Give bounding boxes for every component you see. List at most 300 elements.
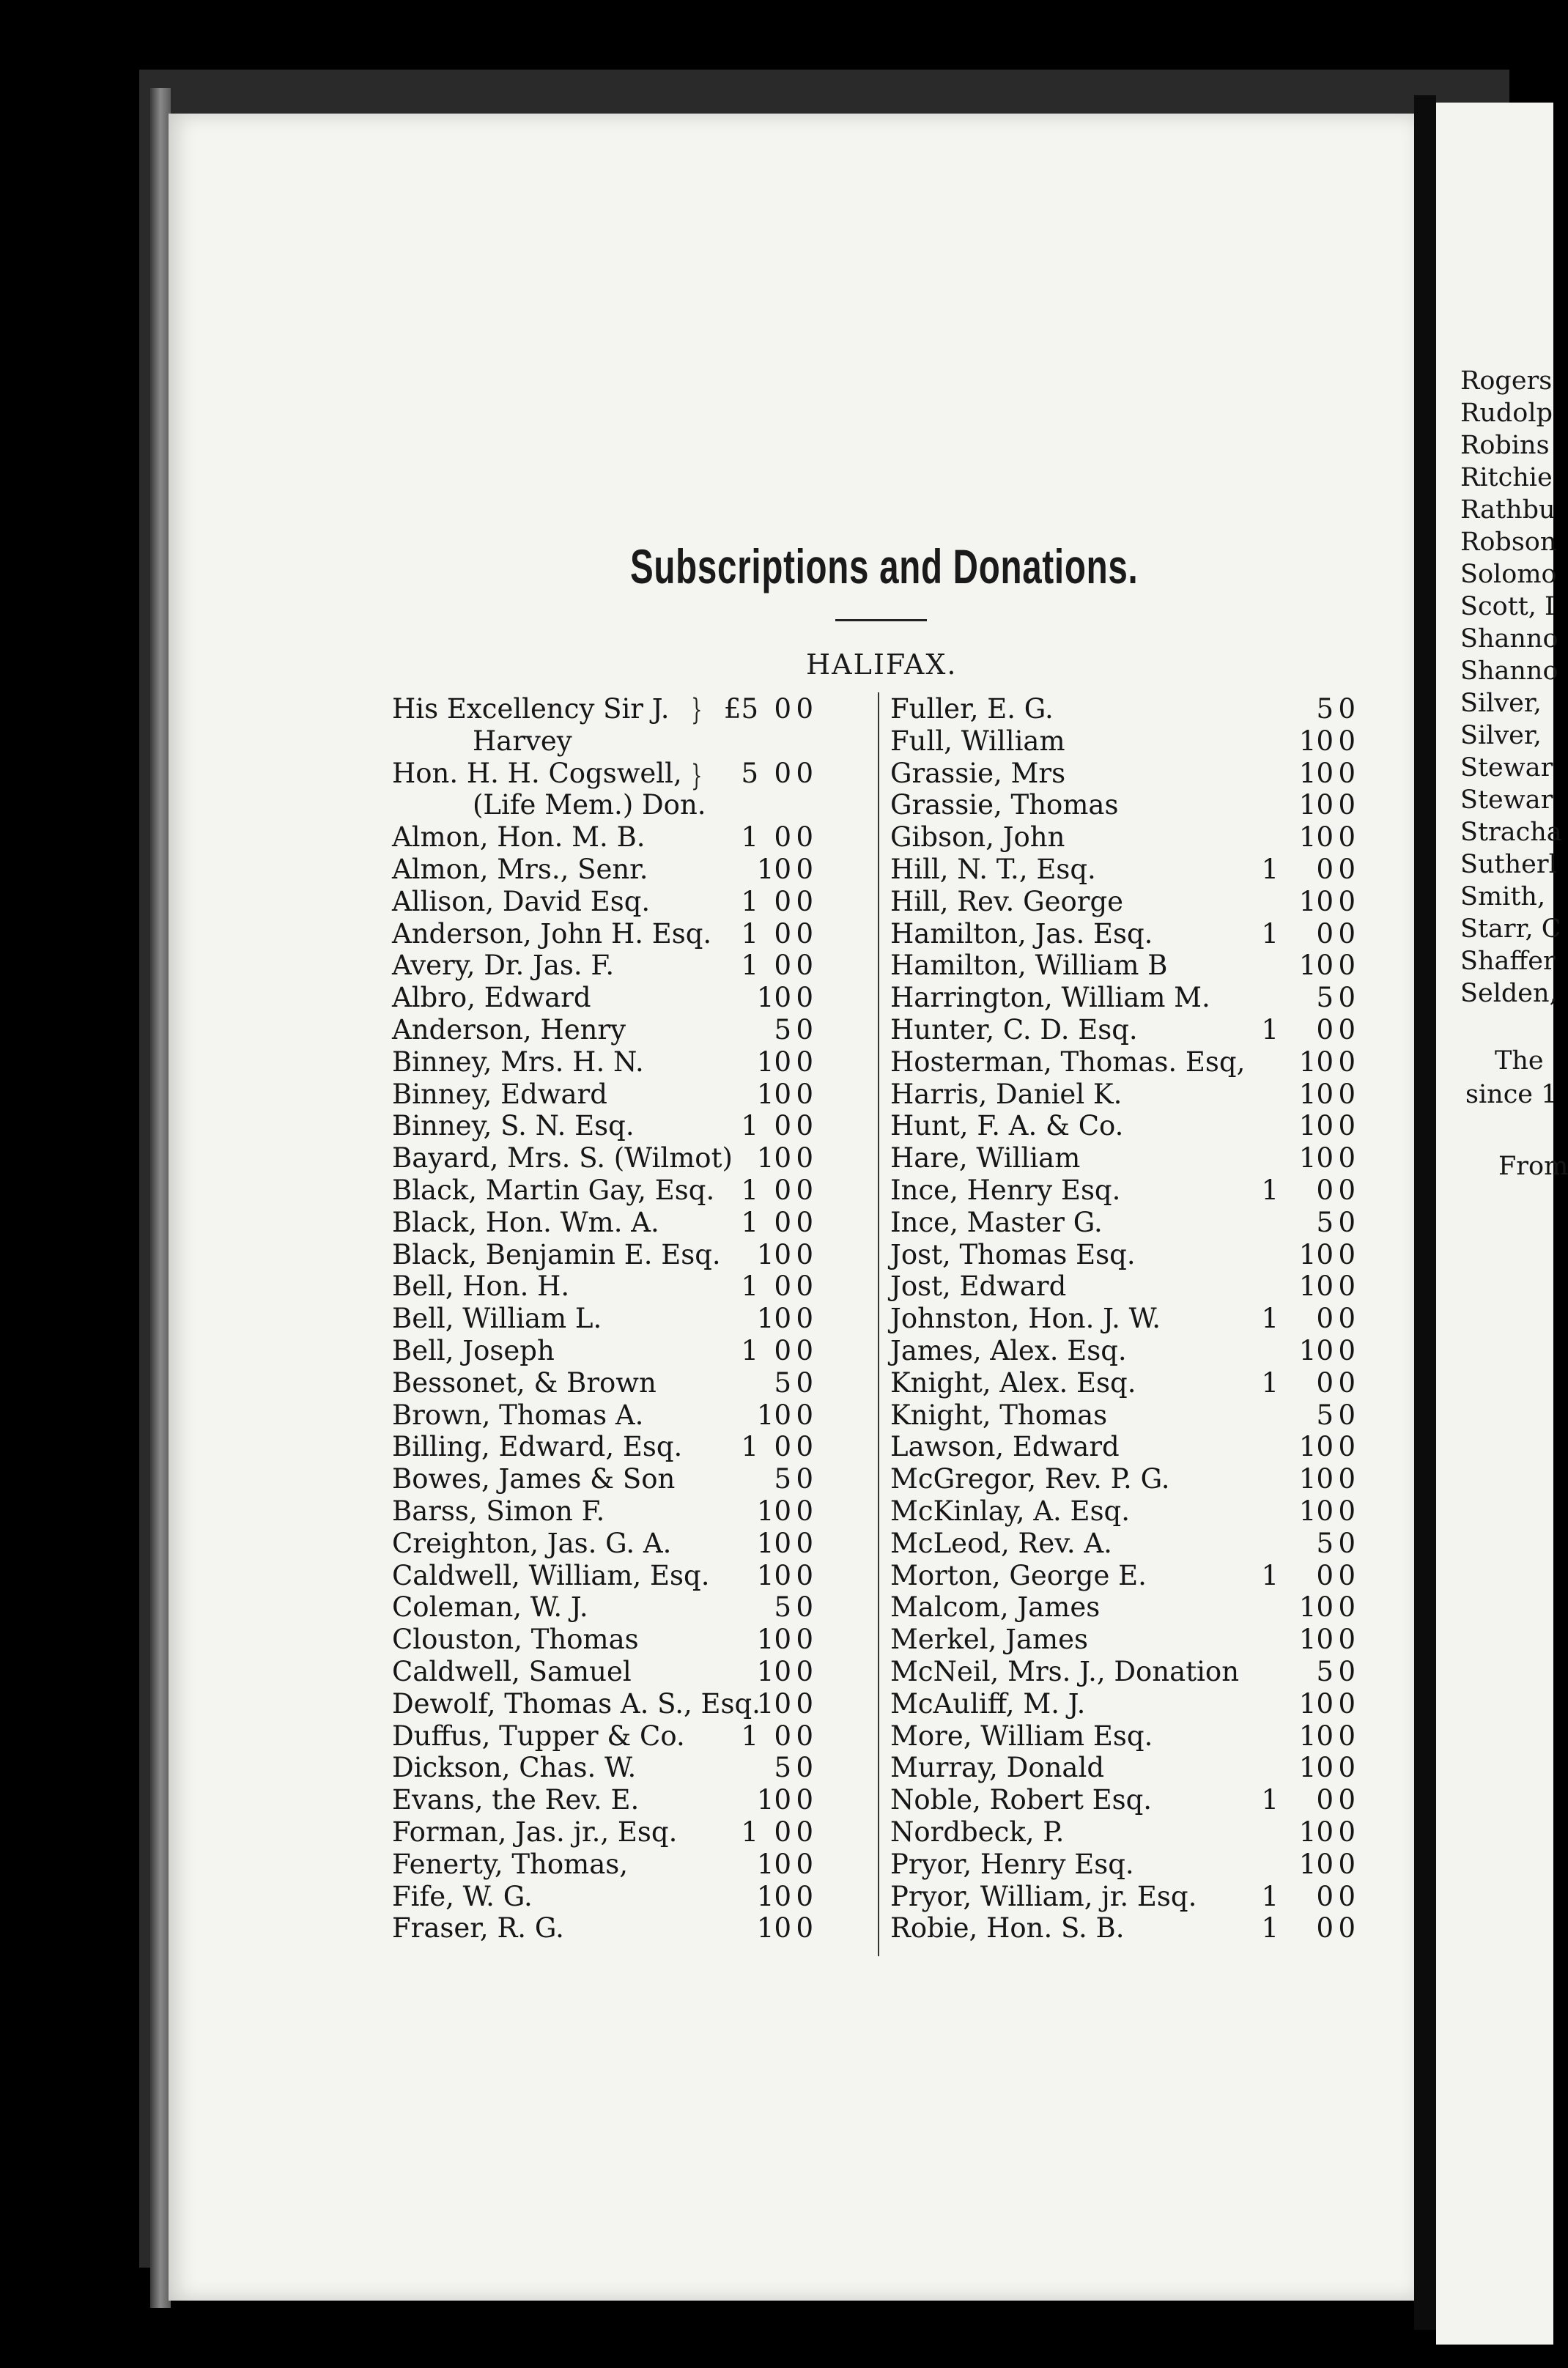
- amount-shillings: 0: [774, 1270, 791, 1303]
- subscriber-name: Hosterman, Thomas. Esq,: [890, 1046, 1246, 1078]
- amount-shillings: 0: [774, 693, 791, 725]
- subscriber-name: Pryor, William, jr. Esq.: [890, 1880, 1197, 1912]
- amount-pence: 0: [796, 885, 813, 917]
- amount-pence: 0: [1338, 1303, 1356, 1335]
- subscriber-name: Hamilton, Jas. Esq.: [890, 917, 1153, 950]
- amount-shillings: 10: [1298, 1142, 1334, 1174]
- next-page-fragment: Shanno: [1460, 656, 1558, 686]
- amount-pence: 0: [1338, 693, 1356, 725]
- amount-pence: 0: [1338, 917, 1356, 950]
- next-page-fragment: Robins: [1460, 431, 1550, 460]
- amount-shillings: 5: [774, 1752, 791, 1784]
- amount-shillings: 0: [1316, 1784, 1334, 1816]
- amount-shillings: 0: [1316, 1014, 1334, 1046]
- title-rule: [835, 619, 927, 621]
- amount-pence: 0: [796, 1912, 813, 1945]
- amount-pence: 0: [796, 1495, 813, 1527]
- subscriber-row: [890, 1881, 1374, 1913]
- subscriber-row: [890, 1431, 1374, 1463]
- subscriber-name: More, William Esq.: [890, 1720, 1153, 1752]
- amount-pence: 0: [1338, 1591, 1356, 1624]
- amount-shillings: 10: [756, 1142, 791, 1174]
- next-page-fragment: Sutherl: [1460, 850, 1557, 879]
- subscriber-name: Jost, Thomas Esq.: [890, 1238, 1136, 1270]
- subscriber-row: [392, 693, 876, 725]
- amount-pence: 0: [796, 1399, 813, 1431]
- amount-shillings: 5: [1316, 1206, 1334, 1238]
- subscriber-name: Bayard, Mrs. S. (Wilmot): [392, 1142, 733, 1174]
- subscriber-name: Fuller, E. G.: [890, 693, 1054, 725]
- amount-shillings: 0: [774, 885, 791, 917]
- subscriber-name: Gibson, John: [890, 821, 1065, 854]
- amount-pence: 0: [1338, 982, 1356, 1014]
- subscriber-name: His Excellency Sir J.: [392, 693, 670, 725]
- amount-shillings: 0: [774, 917, 791, 950]
- subscriber-row: [392, 1560, 876, 1592]
- subscriber-row: [890, 1720, 1374, 1753]
- subscriber-name: McKinlay, A. Esq.: [890, 1495, 1131, 1527]
- amount-shillings: 10: [1298, 789, 1334, 821]
- amount-pence: 0: [796, 1656, 813, 1687]
- subscriber-row: [890, 693, 1374, 725]
- page-edge: [150, 88, 171, 2308]
- subscriber-name: Murray, Donald: [890, 1752, 1105, 1784]
- subscriber-row: [890, 1816, 1374, 1849]
- amount-shillings: 0: [1316, 1174, 1334, 1206]
- amount-pence: 0: [1338, 1431, 1356, 1463]
- subscriber-row: [890, 725, 1374, 758]
- amount-shillings: 0: [1316, 1559, 1334, 1591]
- brace-mark: }: [691, 693, 703, 727]
- subscriber-name: Harris, Daniel K.: [890, 1078, 1123, 1110]
- subscriber-row: [890, 1239, 1374, 1271]
- subscriber-row: [392, 1656, 876, 1688]
- amount-pence: 0: [796, 917, 813, 950]
- subscriber-row: [392, 1688, 876, 1720]
- amount-pence: 0: [1338, 1752, 1356, 1784]
- subscriber-row: [392, 1431, 876, 1463]
- subscriber-name: Hare, William: [890, 1142, 1081, 1174]
- subscriber-row: [392, 886, 876, 918]
- subscriber-name: Robie, Hon. S. B.: [890, 1912, 1125, 1945]
- subscriber-name: Dewolf, Thomas A. S., Esq.: [392, 1687, 761, 1720]
- next-page-fragment: Silver,: [1460, 689, 1542, 718]
- amount-shillings: 10: [1298, 885, 1334, 917]
- subscriber-row: [890, 1560, 1374, 1592]
- amount-shillings: 0: [774, 1816, 791, 1848]
- subscriber-row: [890, 789, 1374, 821]
- subscriber-name: Fraser, R. G.: [392, 1912, 564, 1945]
- amount-pence: 0: [1338, 854, 1356, 885]
- subscriber-row: [890, 1110, 1374, 1142]
- amount-shillings: 10: [1298, 1591, 1334, 1624]
- subscriber-row: [392, 854, 876, 886]
- amount-shillings: 10: [1298, 1816, 1334, 1848]
- subscriber-row: [392, 821, 876, 854]
- subscriber-row: [392, 1207, 876, 1239]
- amount-pence: 0: [796, 1303, 813, 1335]
- subscriber-name: Barss, Simon F.: [392, 1495, 605, 1527]
- amount-shillings: 0: [1316, 1303, 1334, 1335]
- amount-pence: 0: [1338, 757, 1356, 789]
- page-title: Subscriptions and Donations.: [630, 539, 1139, 593]
- amount-pounds: 1: [1261, 1174, 1279, 1206]
- amount-pence: 0: [1338, 1335, 1356, 1366]
- amount-pence: 0: [796, 693, 813, 725]
- next-page-fragment: Stracha: [1460, 818, 1562, 847]
- amount-shillings: 10: [1298, 1495, 1334, 1527]
- amount-shillings: 0: [774, 821, 791, 854]
- amount-shillings: 0: [774, 1110, 791, 1142]
- subscriber-name: Brown, Thomas A.: [392, 1399, 644, 1431]
- amount-pence: 0: [1338, 1238, 1356, 1270]
- subscriber-name: Hill, N. T., Esq.: [890, 854, 1096, 885]
- amount-shillings: 10: [1298, 1720, 1334, 1752]
- next-page-text-1: The: [1495, 1046, 1544, 1076]
- subscriber-name: Harrington, William M.: [890, 982, 1210, 1014]
- subscriber-row: [392, 1174, 876, 1207]
- subscriber-name: Duffus, Tupper & Co.: [392, 1720, 685, 1752]
- subscriber-row: [890, 950, 1374, 982]
- amount-pounds: 1: [1261, 1880, 1279, 1912]
- amount-pence: 0: [796, 1463, 813, 1495]
- subscriber-name-continued: (Life Mem.) Don.: [473, 789, 706, 821]
- subscriber-name: Bessonet, & Brown: [392, 1366, 657, 1399]
- amount-pence: 0: [1338, 1656, 1356, 1687]
- subscriber-name: Clouston, Thomas: [392, 1624, 639, 1656]
- amount-pence: 0: [796, 1431, 813, 1463]
- subscriber-name: Anderson, John H. Esq.: [392, 917, 712, 950]
- amount-shillings: 10: [756, 1784, 791, 1816]
- amount-shillings: 10: [1298, 1848, 1334, 1880]
- amount-pounds: 1: [1261, 854, 1279, 885]
- amount-pence: 0: [1338, 725, 1356, 757]
- subscriber-name: Jost, Edward: [890, 1270, 1067, 1303]
- subscriber-row: [890, 821, 1374, 854]
- amount-pence: 0: [796, 757, 813, 789]
- amount-shillings: 0: [1316, 1912, 1334, 1945]
- amount-shillings: 0: [1316, 854, 1334, 885]
- amount-pounds: 1: [741, 1270, 758, 1303]
- subscriber-name: Coleman, W. J.: [392, 1591, 588, 1624]
- amount-pence: 0: [1338, 1495, 1356, 1527]
- amount-pence: 0: [796, 1110, 813, 1142]
- amount-shillings: 0: [774, 1720, 791, 1752]
- next-page-fragment: Starr, C: [1460, 914, 1561, 944]
- amount-pounds: 1: [1261, 1559, 1279, 1591]
- subscriber-name: Caldwell, Samuel: [392, 1656, 632, 1687]
- subscriber-row: [890, 1656, 1374, 1688]
- subscriber-row: [890, 1142, 1374, 1174]
- amount-pence: 0: [796, 950, 813, 982]
- subscriber-name: Knight, Thomas: [890, 1399, 1108, 1431]
- subscriber-row: [890, 1270, 1374, 1303]
- subscriber-row: [392, 1239, 876, 1271]
- amount-pence: 0: [1338, 1366, 1356, 1399]
- amount-pence: 0: [1338, 885, 1356, 917]
- next-page-list: [1460, 366, 1562, 1011]
- subscriber-name: Bell, William L.: [392, 1303, 602, 1335]
- amount-shillings: 10: [756, 1687, 791, 1720]
- amount-shillings: 5: [1316, 982, 1334, 1014]
- amount-pounds: 1: [741, 1816, 758, 1848]
- amount-shillings: 10: [1298, 1110, 1334, 1142]
- amount-shillings: 10: [1298, 1238, 1334, 1270]
- amount-shillings: 10: [756, 1078, 791, 1110]
- subscriber-name: Bell, Hon. H.: [392, 1270, 570, 1303]
- amount-pence: 0: [796, 1238, 813, 1270]
- amount-shillings: 0: [1316, 917, 1334, 950]
- amount-shillings: 0: [1316, 1880, 1334, 1912]
- book-gutter: [1414, 95, 1436, 2330]
- subscriber-row: [890, 1207, 1374, 1239]
- subscriber-name-continued: Harvey: [473, 725, 572, 757]
- subscriber-row: [392, 982, 876, 1014]
- amount-shillings: 5: [1316, 1399, 1334, 1431]
- subscriber-row: [890, 1303, 1374, 1335]
- amount-pence: 0: [796, 1366, 813, 1399]
- amount-pounds: 1: [1261, 1912, 1279, 1945]
- subscriber-row: [392, 1784, 876, 1816]
- amount-pence: 0: [796, 1078, 813, 1110]
- subscriber-row: [392, 1624, 876, 1656]
- subscriber-row: [392, 1270, 876, 1303]
- subscriber-name: Bell, Joseph: [392, 1335, 555, 1366]
- subscriber-name: Grassie, Mrs: [890, 757, 1066, 789]
- amount-shillings: 10: [1298, 1687, 1334, 1720]
- subscriber-name: Ince, Henry Esq.: [890, 1174, 1121, 1206]
- subscriber-name: Hon. H. H. Cogswell,: [392, 757, 682, 789]
- amount-shillings: 5: [774, 1463, 791, 1495]
- subscriber-row: [890, 758, 1374, 790]
- subscriber-name: Hunter, C. D. Esq.: [890, 1014, 1138, 1046]
- subscriber-name: Forman, Jas. jr., Esq.: [392, 1816, 678, 1848]
- subscriber-name: Creighton, Jas. G. A.: [392, 1527, 672, 1559]
- subscriber-row: [890, 1174, 1374, 1207]
- subscriber-name: Avery, Dr. Jas. F.: [392, 950, 615, 982]
- amount-pence: 0: [1338, 1912, 1356, 1945]
- amount-pence: 0: [1338, 1463, 1356, 1495]
- amount-shillings: 10: [1298, 1463, 1334, 1495]
- subscriber-row: [890, 918, 1374, 950]
- subscriber-row: [392, 1046, 876, 1078]
- amount-shillings: 10: [756, 1495, 791, 1527]
- subscriber-row: [392, 1849, 876, 1881]
- amount-shillings: 10: [1298, 1046, 1334, 1078]
- subscriber-row: [890, 1046, 1374, 1078]
- subscriber-row: [890, 1528, 1374, 1560]
- amount-pounds: £5: [723, 693, 758, 725]
- next-page-fragment: Rathbu: [1460, 495, 1556, 525]
- amount-shillings: 10: [756, 854, 791, 885]
- amount-pence: 0: [796, 1880, 813, 1912]
- amount-pence: 0: [1338, 1527, 1356, 1559]
- subscriber-name: Black, Hon. Wm. A.: [392, 1206, 659, 1238]
- subscriber-row: [890, 1367, 1374, 1399]
- amount-pounds: 1: [741, 1431, 758, 1463]
- amount-pounds: 1: [741, 1335, 758, 1366]
- subscriber-name: Full, William: [890, 725, 1065, 757]
- amount-pence: 0: [1338, 1110, 1356, 1142]
- subscriber-row: [392, 1816, 876, 1849]
- subscriber-name: Allison, David Esq.: [392, 885, 651, 917]
- subscriber-name: Nordbeck, P.: [890, 1816, 1065, 1848]
- amount-shillings: 10: [756, 1238, 791, 1270]
- subscriber-name: Pryor, Henry Esq.: [890, 1848, 1134, 1880]
- amount-pence: 0: [796, 1206, 813, 1238]
- subscriber-name: Grassie, Thomas: [890, 789, 1119, 821]
- subscriber-name: Almon, Hon. M. B.: [392, 821, 646, 854]
- subscriber-name: James, Alex. Esq.: [890, 1335, 1127, 1366]
- amount-pounds: 1: [741, 917, 758, 950]
- subscriber-name: Binney, S. N. Esq.: [392, 1110, 635, 1142]
- next-page-fragment: Scott, I: [1460, 592, 1555, 621]
- subscriber-name: Anderson, Henry: [392, 1014, 626, 1046]
- amount-pounds: 1: [741, 821, 758, 854]
- subscriber-row: [890, 1078, 1374, 1111]
- amount-shillings: 0: [774, 1174, 791, 1206]
- subscriber-row: [392, 1142, 876, 1174]
- amount-shillings: 10: [756, 1527, 791, 1559]
- amount-pence: 0: [1338, 1046, 1356, 1078]
- amount-pence: 0: [796, 1527, 813, 1559]
- next-page-text-2: since 1: [1465, 1080, 1558, 1109]
- next-page-fragment: Stewar: [1460, 753, 1553, 782]
- amount-shillings: 10: [756, 1848, 791, 1880]
- subscriber-name: McAuliff, M. J.: [890, 1687, 1086, 1720]
- amount-shillings: 0: [774, 1206, 791, 1238]
- subscriber-name: Knight, Alex. Esq.: [890, 1366, 1136, 1399]
- subscriber-row: [890, 1014, 1374, 1046]
- amount-pence: 0: [1338, 1784, 1356, 1816]
- amount-pence: 0: [1338, 1720, 1356, 1752]
- amount-pence: 0: [796, 1687, 813, 1720]
- amount-pounds: 1: [741, 1110, 758, 1142]
- subscriber-row: [392, 1752, 876, 1784]
- amount-pounds: 1: [741, 1174, 758, 1206]
- next-page-fragment: Ritchie: [1460, 463, 1553, 492]
- next-page-fragment: Solomo: [1460, 560, 1557, 589]
- subscriber-row: [890, 1591, 1374, 1624]
- amount-shillings: 10: [1298, 1752, 1334, 1784]
- subscriber-row: [392, 758, 876, 790]
- amount-pence: 0: [796, 1335, 813, 1366]
- amount-pence: 0: [796, 1624, 813, 1656]
- amount-pence: 0: [1338, 789, 1356, 821]
- amount-shillings: 10: [1298, 1078, 1334, 1110]
- next-page-fragment: Rudolp: [1460, 399, 1553, 428]
- amount-pence: 0: [1338, 1816, 1356, 1848]
- amount-pence: 0: [796, 1591, 813, 1624]
- subscriber-row: [890, 886, 1374, 918]
- amount-pounds: 1: [1261, 1366, 1279, 1399]
- subscriber-name: Johnston, Hon. J. W.: [890, 1303, 1161, 1335]
- subscriber-row: [392, 1495, 876, 1528]
- subscriber-name: McLeod, Rev. A.: [890, 1527, 1112, 1559]
- subscriber-row: [392, 1912, 876, 1945]
- subscriber-row: [890, 1912, 1374, 1945]
- amount-pence: 0: [796, 1752, 813, 1784]
- subscriber-row: [392, 1335, 876, 1367]
- subscriber-row: [890, 1849, 1374, 1881]
- amount-pence: 0: [796, 1142, 813, 1174]
- subscriber-row: [392, 1303, 876, 1335]
- subscriber-name: McNeil, Mrs. J., Donation: [890, 1656, 1240, 1687]
- amount-shillings: 0: [774, 757, 791, 789]
- amount-pence: 0: [796, 1784, 813, 1816]
- subscriber-name: Bowes, James & Son: [392, 1463, 676, 1495]
- subscriber-row: [392, 1367, 876, 1399]
- subscriber-name: Ince, Master G.: [890, 1206, 1103, 1238]
- amount-pounds: 1: [1261, 917, 1279, 950]
- amount-shillings: 10: [756, 1624, 791, 1656]
- subscriber-name: McGregor, Rev. P. G.: [890, 1463, 1170, 1495]
- next-page-fragment: Shaffer: [1460, 947, 1556, 976]
- amount-shillings: 10: [756, 982, 791, 1014]
- subscriber-name: Noble, Robert Esq.: [890, 1784, 1153, 1816]
- subscriber-name: Black, Martin Gay, Esq.: [392, 1174, 715, 1206]
- subscriber-row: [890, 1784, 1374, 1816]
- next-page-fragment: Robson: [1460, 528, 1557, 557]
- subscriber-name: Hamilton, William B: [890, 950, 1168, 982]
- next-page-fragment: Silver,: [1460, 721, 1542, 750]
- amount-pounds: 5: [741, 757, 758, 789]
- amount-shillings: 10: [1298, 1624, 1334, 1656]
- amount-pence: 0: [1338, 1848, 1356, 1880]
- subscriber-row: [890, 1752, 1374, 1784]
- amount-pence: 0: [1338, 1078, 1356, 1110]
- amount-shillings: 10: [1298, 1335, 1334, 1366]
- amount-pence: 0: [1338, 1014, 1356, 1046]
- subscriber-row: [890, 1495, 1374, 1528]
- column-divider: [878, 692, 879, 1956]
- amount-pence: 0: [796, 1046, 813, 1078]
- amount-pence: 0: [796, 1720, 813, 1752]
- amount-pence: 0: [1338, 1174, 1356, 1206]
- amount-pence: 0: [1338, 1270, 1356, 1303]
- subscriber-row: [392, 950, 876, 982]
- subscriber-row: [890, 1399, 1374, 1432]
- next-page-fragment: Shanno: [1460, 624, 1558, 654]
- subscriber-row: [890, 854, 1374, 886]
- amount-pence: 0: [796, 1816, 813, 1848]
- subscriber-row: [392, 1881, 876, 1913]
- subscriber-row: [392, 1720, 876, 1753]
- subscriber-row: [392, 918, 876, 950]
- subscriber-row: [392, 1591, 876, 1624]
- amount-shillings: 5: [774, 1366, 791, 1399]
- subscriber-name: Billing, Edward, Esq.: [392, 1431, 683, 1463]
- amount-pence: 0: [1338, 821, 1356, 854]
- amount-shillings: 5: [1316, 693, 1334, 725]
- amount-pence: 0: [796, 1174, 813, 1206]
- subscriber-row: [392, 1399, 876, 1432]
- amount-pounds: 1: [741, 950, 758, 982]
- amount-shillings: 10: [756, 1912, 791, 1945]
- amount-shillings: 10: [1298, 1431, 1334, 1463]
- subscriber-name: Caldwell, William, Esq.: [392, 1559, 710, 1591]
- subscriber-name: Lawson, Edward: [890, 1431, 1120, 1463]
- amount-pence: 0: [1338, 1880, 1356, 1912]
- next-page-fragment: Stewar: [1460, 785, 1553, 815]
- subscriber-name: Morton, George E.: [890, 1559, 1147, 1591]
- amount-shillings: 0: [1316, 1366, 1334, 1399]
- place-heading: HALIFAX.: [806, 648, 958, 681]
- amount-shillings: 0: [774, 1335, 791, 1366]
- subscriber-row: [890, 1688, 1374, 1720]
- amount-pence: 0: [1338, 1399, 1356, 1431]
- subscriber-name: Albro, Edward: [392, 982, 591, 1014]
